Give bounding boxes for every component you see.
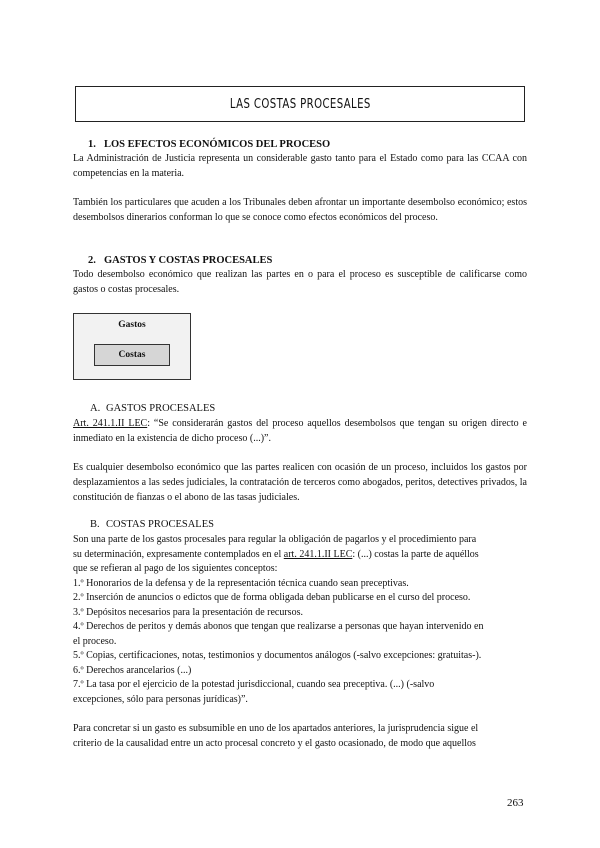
section-b-number: B. [90,519,100,530]
section-b-title: COSTAS PROCESALES [106,519,214,530]
list-item: 4.º Derechos de peritos y demás abonos que tengan que realizarse a personas que hayan intervenido en [73,621,484,632]
gastos-costas-diagram [73,313,191,380]
list-item: el proceso. [73,635,117,647]
section-b-line-2-start: su determinación, expresamente contemplados en el [73,548,284,560]
section-a-paragraph-1 [73,416,527,446]
title-box [75,86,525,122]
section-b-heading [90,519,214,530]
article-quote: : “Se considerarán gastos del proceso aquellos desembolsos que tengan su origen directo e inmediato en la existencia de dicho proceso (...)”. [73,418,527,444]
article-reference: Art. 241.1.II LEC [73,418,148,429]
list-item: 6.º Derechos arancelarios (...) [73,664,192,676]
section-1-heading [88,139,330,150]
section-b-line-2 [73,548,527,563]
costas-label: Costas [118,350,146,360]
page-title: LAS COSTAS PROCESALES [229,96,371,112]
list-item: 1.º Honorarios de la defensa y de la representación técnica cuando sean preceptivas. [73,577,409,589]
section-b-line-3: que se refieran al pago de los siguientes conceptos: [73,563,278,574]
page-number: 263 [507,797,524,809]
section-b-line-2-end: : (...) costas la parte de aquéllos [352,548,479,560]
section-2-title: GASTOS Y COSTAS PROCESALES [104,255,273,266]
section-2-paragraph-1: Todo desembolso económico que realizan las partes en o para el proceso es susceptible de calificarse como gastos o costas procesales. [73,269,527,295]
list-item: 3.º Depósitos necesarios para la presentación de recursos. [73,606,303,618]
list-item: excepciones, sólo para personas jurídicas)”. [73,693,248,705]
gastos-label: Gastos [118,320,146,330]
section-2-number: 2. [88,255,96,266]
section-1-paragraph-1: La Administración de Justicia representa un considerable gasto tanto para el Estado como para las CCAA con competencias en la materia. [73,153,527,179]
section-1-number: 1. [88,139,96,150]
list-item: 7.º La tasa por el ejercicio de la potestad jurisdiccional, cuando sea preceptiva. (...) (-salvo [73,679,435,690]
section-a-heading [90,403,215,414]
section-b-line-1: Son una parte de los gastos procesales para regular la obligación de pagarlos y el procedimiento para [73,534,477,545]
final-paragraph-line-2: criterio de la causalidad entre un acto procesal concreto y el gasto ocasionado, de modo que aquellos [73,737,476,749]
section-a-title: GASTOS PROCESALES [106,403,216,414]
section-2-heading [88,255,272,266]
section-b-article-reference: art. 241.1.II LEC [283,548,353,560]
list-item: 2.º Inserción de anuncios o edictos que de forma obligada deban publicarse en el curso del proceso. [73,592,471,603]
section-1-paragraph-2: También los particulares que acuden a los Tribunales deben afrontar un importante desembolso económico; estos desembolsos dinerarios conforman lo que se conoce como efectos económicos del proceso. [73,197,527,223]
list-item: 5.º Copias, certificaciones, notas, testimonios y documentos análogos (-salvo excepciones: gratuitas-). [73,650,482,661]
section-a-number: A. [90,403,101,414]
section-1-title: LOS EFECTOS ECONÓMICOS DEL PROCESO [104,139,331,150]
final-paragraph-line-1: Para concretar si un gasto es subsumible en uno de los apartados anteriores, la jurisprudencia sigue el [73,723,479,734]
section-a-paragraph-2: Es cualquier desembolso económico que las partes realicen con ocasión de un proceso, incluidos los gastos por desplazamientos a las sedes judiciales, la contratación de terceros como abogados, peritos, detectives privados, la constitución de fianzas o el abono de las tasas judiciales. [73,462,527,503]
costas-box [94,344,170,366]
